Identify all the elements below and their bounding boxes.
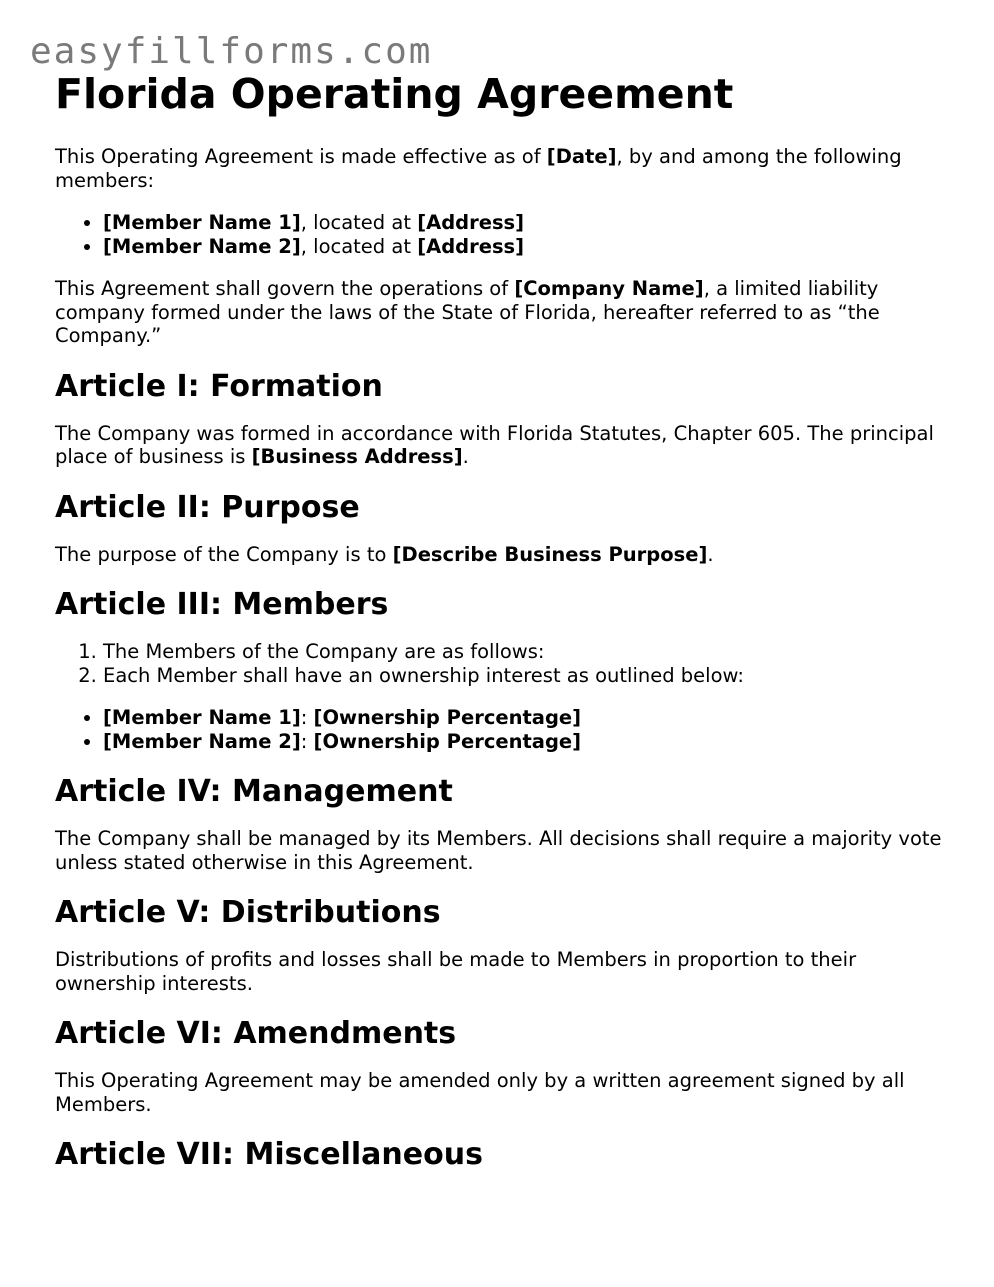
article-heading-amendments: Article VI: Amendments	[55, 1016, 457, 1051]
article-heading-distributions: Article V: Distributions	[55, 895, 441, 930]
intro-paragraph: This Operating Agreement is made effective as of [Date], by and among the following members:	[55, 145, 902, 192]
article-heading-management: Article IV: Management	[55, 774, 453, 809]
formation-paragraph: The Company was formed in accordance with Florida Statutes, Chapter 605. The principal place of business is [Business Address].	[55, 421, 934, 468]
members-numbered-list	[55, 640, 955, 687]
management-paragraph: The Company shall be managed by its Members. All decisions shall require a majority vote unless stated otherwise in this Agreement.	[55, 827, 942, 874]
ownership-list	[55, 706, 955, 753]
article-heading-formation: Article I: Formation	[55, 368, 383, 404]
list-item: 2. Each Member shall have an ownership interest as outlined below:	[103, 664, 955, 688]
list-item: • [Member Name 2]: [Ownership Percentage]	[103, 730, 955, 754]
list-item: • [Member Name 1], located at [Address]	[103, 211, 955, 235]
article-heading-members: Article III: Members	[55, 587, 389, 622]
article-heading-miscellaneous: Article VII: Miscellaneous	[55, 1137, 483, 1172]
list-item: • [Member Name 1]: [Ownership Percentage]	[103, 706, 955, 730]
date-blank: [Date]	[546, 145, 617, 168]
business-address-blank: [Business Address]	[251, 445, 463, 468]
distributions-paragraph: Distributions of profits and losses shall be made to Members in proportion to their ownership interests.	[55, 948, 857, 995]
company-name-blank: [Company Name]	[514, 277, 704, 300]
purpose-paragraph: The purpose of the Company is to [Describe Business Purpose].	[55, 542, 714, 566]
article-heading-purpose: Article II: Purpose	[55, 489, 360, 525]
business-purpose-blank: [Describe Business Purpose]	[392, 542, 708, 566]
document-body	[55, 70, 955, 1173]
list-item: • [Member Name 2], located at [Address]	[103, 235, 955, 259]
members-address-list	[55, 211, 955, 258]
amendments-paragraph: This Operating Agreement may be amended only by a written agreement signed by all Members.	[55, 1069, 905, 1116]
list-item: 1. The Members of the Company are as follows:	[103, 640, 955, 664]
document-title: Florida Operating Agreement	[55, 70, 734, 118]
governance-paragraph: This Agreement shall govern the operations of [Company Name], a limited liability company formed under the laws of the State of Florida, hereafter referred to as “the Company.”	[55, 277, 880, 347]
watermark-text: easyfillforms.com	[30, 31, 433, 72]
